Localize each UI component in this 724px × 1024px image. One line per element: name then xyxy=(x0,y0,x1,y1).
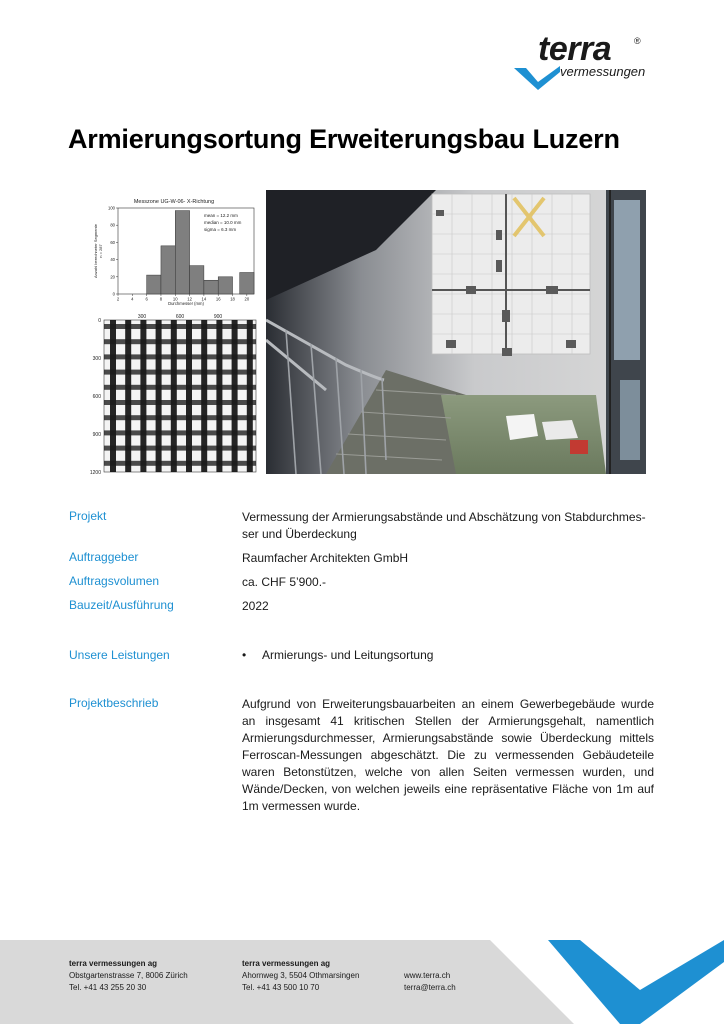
histogram-y-tick-label: 60 xyxy=(110,239,115,245)
histogram-y-tick-label: 0 xyxy=(112,291,115,297)
footer-office-othmarsingen xyxy=(242,958,359,994)
footer-othmarsingen-name: terra vermessungen ag xyxy=(242,959,331,968)
staircase-photo-illustration xyxy=(266,190,646,474)
leistung-item: Armierungs- und Leitungsortung xyxy=(262,648,434,662)
heatmap-y-tick-label: 900 xyxy=(92,431,101,438)
histogram-stat-median: median = 10.0 mm xyxy=(204,220,242,225)
histogram-y-tick-label: 20 xyxy=(110,274,115,280)
heatmap-horizontal-rebar xyxy=(104,430,256,435)
auftragsvolumen-label: Auftragsvolumen xyxy=(69,574,160,588)
heatmap-x-tick-label: 300 xyxy=(137,314,147,320)
heatmap-horizontal-rebar xyxy=(104,400,256,405)
page-title: Armierungsortung Erweiterungsbau Luzern xyxy=(68,124,620,154)
histogram-bar xyxy=(218,277,232,294)
histogram-stat-mean: mean = 12.2 mm xyxy=(204,213,238,218)
heatmap-y-tick-label: 0 xyxy=(98,317,101,324)
projekt-value-line-1: Vermessung der Armierungsabstände und Abschätzung von Stabdurchmes- xyxy=(242,510,646,524)
heatmap-horizontal-rebar xyxy=(104,354,256,359)
rebar-scan-heatmap xyxy=(80,310,258,476)
histogram-ylabel-n: n = 287 xyxy=(98,244,103,258)
histogram-x-tick-label: 10 xyxy=(172,296,178,302)
histogram-x-tick-label: 4 xyxy=(131,296,134,302)
histogram-stat-sigma: sigma = 6.3 mm xyxy=(204,227,237,232)
heatmap-y-tick-label: 300 xyxy=(92,355,101,362)
heatmap-horizontal-rebar xyxy=(104,370,256,375)
histogram-x-tick-label: 14 xyxy=(201,296,207,302)
histogram-bar xyxy=(147,275,161,294)
projektbeschrieb-text: Aufgrund von Erweiterungsbauarbeiten an einem Gewerbegebäude wurde an insgesamt 41 kritischen Stellen der Armierungsgehalt, namentlich Armierungsdurchmesser, Armierungsabstände sowie Überdeckung mittels Ferroscan-Messungen abgeschätzt. Die zu vermessenden Gebäudeteile waren Betonstützen, welche von allen Seiten vermessen wurden, und Wände/Decken, von welchen jeweils eine repräsentative Fläche von 1m auf 1m vermessen wurde. xyxy=(242,697,654,813)
footer-email-link[interactable]: terra@terra.ch xyxy=(404,983,456,992)
projekt-value xyxy=(242,509,654,543)
heatmap-horizontal-rebar xyxy=(104,461,256,466)
terra-logo xyxy=(512,30,662,96)
histogram-x-tick-label: 20 xyxy=(244,296,250,302)
logo-registered-mark: ® xyxy=(634,36,641,46)
histogram-title: Messzone UG-W-06- X-Richtung xyxy=(133,199,215,205)
histogram-xlabel: Durchmesser (mm) xyxy=(168,301,204,306)
bullet-icon: • xyxy=(242,648,247,662)
heatmap-x-tick-label: 600 xyxy=(175,314,185,320)
auftragsvolumen-value: ca. CHF 5’900.- xyxy=(242,575,327,589)
logo-tagline: vermessungen xyxy=(560,64,646,79)
projektbeschrieb-label: Projektbeschrieb xyxy=(69,696,159,710)
histogram-bar xyxy=(175,211,189,294)
projekt-value-line-2: ser und Überdeckung xyxy=(242,527,357,541)
footer-website-link[interactable]: www.terra.ch xyxy=(404,971,451,980)
histogram-ylabel: Anzahl berechneter Segmente xyxy=(93,223,98,279)
histogram-y-tick-label: 40 xyxy=(110,257,115,263)
heatmap-x-tick-label: 900 xyxy=(213,314,223,320)
footer-othmarsingen-address: Ahornweg 3, 5504 Othmarsingen xyxy=(242,971,360,980)
footer-office-zurich xyxy=(69,958,188,994)
check-icon xyxy=(514,66,564,92)
histogram-x-tick-label: 2 xyxy=(116,296,120,302)
footer-othmarsingen-phone: Tel. +41 43 500 10 70 xyxy=(242,983,320,992)
histogram-bar xyxy=(240,273,254,295)
heatmap-horizontal-rebar xyxy=(104,339,256,344)
histogram-x-tick-label: 18 xyxy=(230,296,235,302)
diameter-histogram xyxy=(92,194,258,306)
page-footer xyxy=(0,940,724,1024)
histogram-y-tick-label: 80 xyxy=(110,222,115,228)
heatmap-y-tick-label: 600 xyxy=(92,393,101,400)
heatmap-horizontal-rebar xyxy=(104,415,256,420)
site-photo-staircase xyxy=(266,190,646,474)
heatmap-horizontal-rebar xyxy=(104,446,256,451)
bauzeit-label: Bauzeit/Ausführung xyxy=(69,598,174,612)
histogram-bar xyxy=(190,266,204,294)
footer-zurich-address: Obstgartenstrasse 7, 8006 Zürich xyxy=(69,971,188,980)
histogram-y-tick-label: 100 xyxy=(108,205,115,211)
heatmap-horizontal-rebar xyxy=(104,385,256,390)
histogram-x-tick-label: 6 xyxy=(145,296,148,302)
projekt-label: Projekt xyxy=(69,509,107,523)
histogram-bar xyxy=(161,246,175,294)
bauzeit-value: 2022 xyxy=(242,599,269,613)
heatmap-y-tick-label: 1200 xyxy=(89,469,101,476)
footer-contact xyxy=(404,970,456,994)
leistungen-label: Unsere Leistungen xyxy=(69,648,170,662)
histogram-x-tick-label: 12 xyxy=(187,296,192,302)
logo-wordmark: terra xyxy=(538,30,612,68)
footer-zurich-phone: Tel. +41 43 255 20 30 xyxy=(69,983,147,992)
auftraggeber-label: Auftraggeber xyxy=(69,550,139,564)
footer-zurich-name: terra vermessungen ag xyxy=(69,959,158,968)
histogram-bar xyxy=(204,280,218,294)
histogram-x-tick-label: 8 xyxy=(159,296,163,302)
auftraggeber-value: Raumfacher Architekten GmbH xyxy=(242,551,409,565)
histogram-x-tick-label: 16 xyxy=(215,296,221,302)
heatmap-horizontal-rebar xyxy=(104,324,256,329)
